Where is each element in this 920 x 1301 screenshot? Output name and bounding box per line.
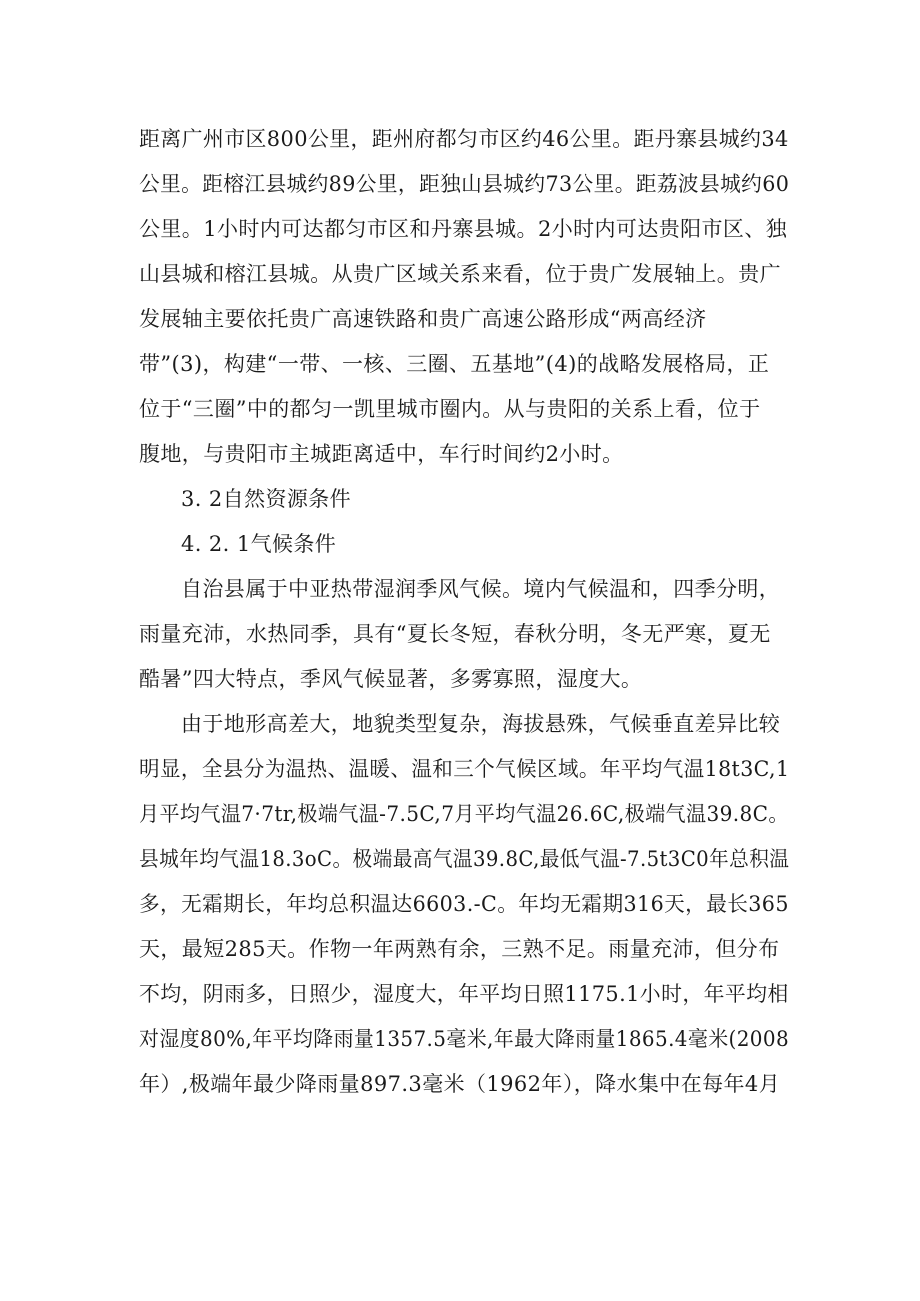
text-line: 距离广州市区800公里，距州府都匀市区约46公里。距丹寨县城约34	[139, 127, 789, 151]
text-line: 雨量充沛，水热同季，具有“夏长冬短，春秋分明，冬无严寒，夏无	[139, 622, 771, 646]
text-line: 年）,极端年最少降雨量897.3毫米（1962年），降水集中在每年4月	[139, 1072, 781, 1096]
text-line: 天，最短285天。作物一年两熟有余，三熟不足。雨量充沛，但分布	[139, 937, 780, 961]
text-line: 腹地，与贵阳市主城距离适中，车行时间约2小时。	[139, 442, 624, 466]
text-line: 公里。1小时内可达都匀市区和丹寨县城。2小时内可达贵阳市区、独	[139, 217, 788, 241]
text-line: 县城年均气温18.3oC。极端最高气温39.8C,最低气温-7.5t3C0年总积温	[139, 847, 790, 871]
text-line: 明显，全县分为温热、温暖、温和三个气候区域。年平均气温18t3C,1	[139, 757, 790, 781]
text-line: 月平均气温7·7tr,极端气温-7.5C,7月平均气温26.6C,极端气温39.8C。	[139, 802, 789, 826]
text-line: 不均，阴雨多，日照少，湿度大，年平均日照1175.1小时，年平均相	[139, 982, 789, 1006]
text-line: 对湿度80%,年平均降雨量1357.5毫米,年最大降雨量1865.4毫米(2008	[139, 1027, 790, 1051]
text-line: 位于“三圈”中的都匀一凯里城市圈内。从与贵阳的关系上看，位于	[139, 397, 761, 421]
text-line: 山县城和榕江县城。从贵广区域关系来看，位于贵广发展轴上。贵广	[139, 262, 781, 286]
text-line: 公里。距榕江县城约89公里，距独山县城约73公里。距荔波县城约60	[139, 172, 790, 196]
subsection-heading: 4. 2. 1气候条件	[181, 532, 337, 556]
paragraph-first-line: 自治县属于中亚热带湿润季风气候。境内气候温和，四季分明，	[181, 577, 781, 601]
paragraph-first-line: 由于地形高差大，地貌类型复杂，海拔悬殊，气候垂直差异比较	[181, 712, 781, 736]
text-line: 多，无霜期长，年均总积温达6603.-C。年均无霜期316天，最长365	[139, 892, 789, 916]
document-body	[139, 117, 789, 1107]
text-line: 发展轴主要依托贵广高速铁路和贵广高速公路形成“两高经济	[139, 307, 707, 331]
section-heading: 3. 2自然资源条件	[181, 487, 352, 511]
text-line: 酷暑”四大特点，季风气候显著，多雾寡照，湿度大。	[139, 667, 643, 691]
text-line: 带”(3)，构建“一带、一核、三圈、五基地”(4)的战略发展格局，正	[139, 352, 770, 376]
